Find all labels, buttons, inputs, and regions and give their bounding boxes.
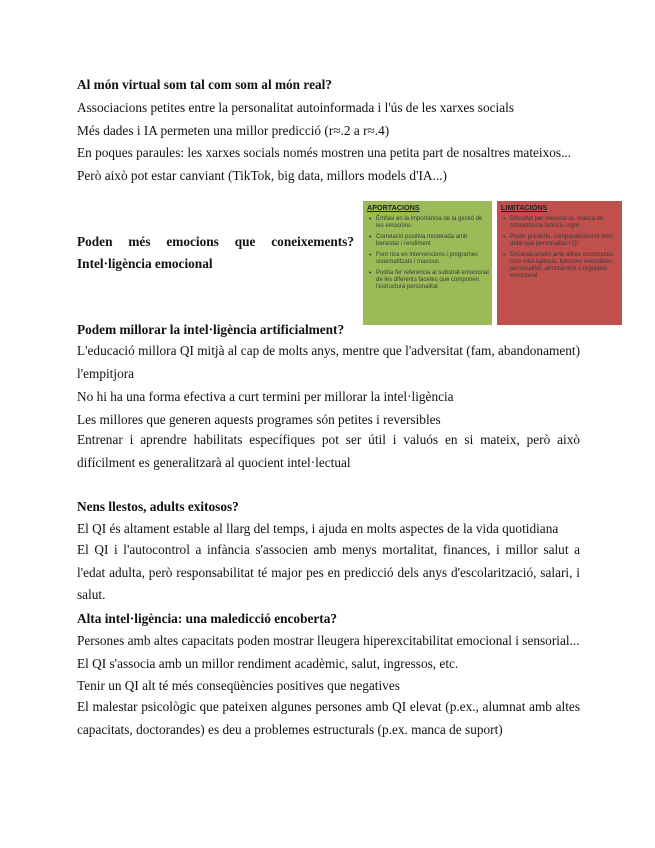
paragraph-line: El QI és altament estable al llarg del temps, i ajuda en molts aspectes de la vida quotidiana [77, 521, 559, 536]
list-item: • Encavalcament amb altres constructes com intel·ligència, funcions executives, personalitat, afrontament o regulació emocional [510, 252, 619, 280]
section-heading-virtual-world: Al món virtual som tal com som al món real? [77, 77, 332, 92]
paragraph-line: El malestar psicològic que pateixen algunes persones amb QI elevat (p.ex., alumnat amb altes capacitats, doctorandes) es deu a problemes estructurals (p.ex. manca de suport) [77, 699, 580, 737]
list-item: • Font rica en intervencions i programes sistematitzats i massius [376, 252, 489, 266]
list-item: • Èmfasi en la importància de la gestió de les emocions [376, 216, 489, 230]
list-item: • Dificultat per mesurar-la, manca de consistència teòrica i rigor [510, 216, 619, 230]
section-heading-smart-children: Nens llestos, adults exitosos? [77, 499, 239, 514]
section-heading-emotions: Poden més emocions que coneixements? [77, 234, 354, 249]
list-item: • Poder predictiu, comparativament més dèbil que personalitat i QI [510, 234, 619, 248]
paragraph-line: En poques paraules: les xarxes socials només mostren una petita part de nosaltres mateixos... [77, 145, 572, 160]
limitacions-list [497, 216, 622, 280]
aportacions-title: APORTACIONS [367, 203, 420, 212]
paragraph-line: Tenir un QI alt té més conseqüències positives que negatives [77, 678, 400, 693]
paragraph-line: El QI s'associa amb un millor rendiment acadèmic, salut, ingressos, etc. [77, 656, 459, 671]
paragraph-line: Les millores que generen aquests programes són petites i reversibles [77, 412, 441, 427]
paragraph-line: No hi ha una forma efectiva a curt termini per millorar la intel·ligència [77, 389, 454, 404]
aportacions-box [363, 201, 492, 325]
section-heading-high-intelligence: Alta intel·ligència: una maledicció encoberta? [77, 611, 337, 626]
paragraph-line: Entrenar i aprendre habilitats específiques pot ser útil i valuós en si mateix, però això difícilment es generalitzarà al quocient intel·lectual [77, 432, 580, 470]
limitacions-box [497, 201, 622, 325]
section-heading-improve-intelligence: Podem millorar la intel·ligència artificialment? [77, 322, 345, 337]
paragraph-line: El QI i l'autocontrol a infància s'associen amb menys mortalitat, finances, i millor salut a l'edat adulta, però responsabilitat té major pes en predicció dels anys d'escolarització, salari, i salut. [77, 542, 580, 602]
paragraph-line: Però això pot estar canviant (TikTok, big data, millors models d'IA...) [77, 168, 447, 183]
paragraph-line: Més dades i IA permeten una millor predicció (r≈.2 a r≈.4) [77, 123, 390, 138]
paragraph-line: Persones amb altes capacitats poden mostrar lleugera hiperexcitabilitat emocional i sensorial... [77, 633, 580, 648]
paragraph-line: L'educació millora QI mitjà al cap de molts anys, mentre que l'adversitat (fam, abandonament) l'empitjora [77, 343, 580, 381]
list-item: • Podria fer referència al substrat emocional de les diferents facetes que componen l'estructura personalitat [376, 270, 489, 291]
limitacions-title: LIMITACIONS [501, 203, 548, 212]
aportacions-list [363, 216, 492, 291]
list-item: • Correlació positiva moderada amb benestar i rendiment [376, 234, 489, 248]
paragraph-line: Associacions petites entre la personalitat autoinformada i l'ús de les xarxes socials [77, 100, 514, 115]
section-subheading-emotional-intelligence: Intel·ligència emocional [77, 256, 213, 271]
